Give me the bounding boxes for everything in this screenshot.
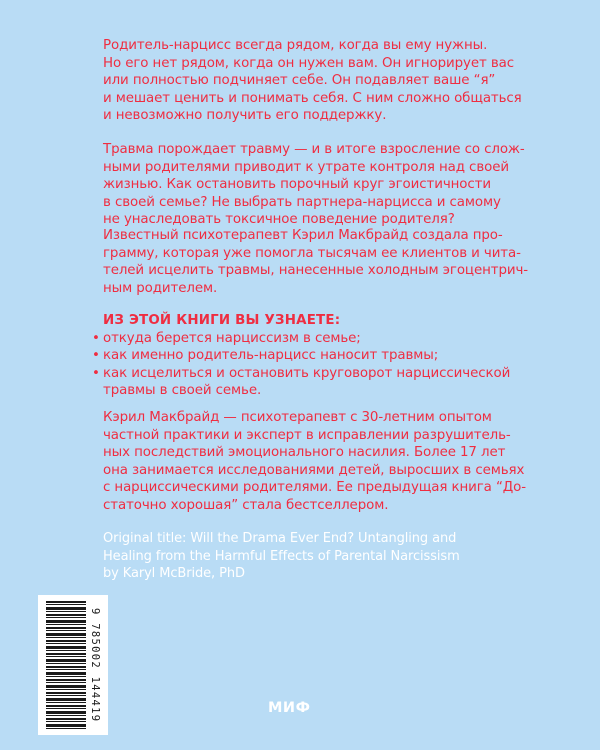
bullet-item <box>92 347 513 365</box>
text-line: Healing from the Harmful Effects of Parental Narcissism <box>103 548 460 564</box>
learn-section <box>92 312 513 400</box>
isbn-number: 9 785002 144419 <box>89 607 101 723</box>
text-line: Но его нет рядом, когда он нужен вам. Он игнорирует вас <box>103 55 514 71</box>
text-line: ным родителем. <box>103 280 218 296</box>
bullet-item <box>92 365 513 383</box>
bullet-item <box>92 330 513 348</box>
text-line: и невозможно получить его поддержку. <box>103 108 387 123</box>
bullet-text: как исцелиться и остановить круговорот нарциссической <box>103 365 511 381</box>
text-line: статочно хорошая” стала бестселлером. <box>103 497 389 513</box>
text-line: грамму, которая уже помогла тысячам ее клиентов и чита- <box>103 245 521 261</box>
text-line: с нарциссическими родителями. Ее предыдущая книга “До- <box>103 480 526 495</box>
text-line: Original title: Will the Drama Ever End? Untangling and <box>103 531 457 546</box>
text-line: жизнью. Как остановить порочный круг эгоистичности <box>103 177 491 192</box>
text-line: by Karyl McBride, PhD <box>103 566 245 581</box>
original-title-block <box>103 530 513 583</box>
isbn-barcode <box>38 595 108 735</box>
bullet-marker: • <box>92 365 100 381</box>
publisher-logo: МИФ <box>268 700 311 716</box>
bullet-continuation: травмы в своей семье. <box>103 383 262 398</box>
paragraph-trauma <box>103 141 525 229</box>
bullet-marker: • <box>92 348 100 363</box>
text-line: ными родителями приводит к утрате контроля над своей <box>103 159 509 175</box>
text-line: Родитель-нарцисс всегда рядом, когда вы ему нужны. <box>103 38 488 53</box>
bullet-text: откуда берется нарциссизм в семье; <box>103 330 361 346</box>
paragraph-author <box>103 409 526 514</box>
paragraph-program <box>103 227 528 297</box>
text-line: телей исцелить травмы, нанесенные холодным эгоцентрич- <box>103 263 528 278</box>
text-line: Кэрил Макбрайд — психотерапевт с 30-летним опытом <box>103 410 492 425</box>
text-line: ных последствий эмоционального насилия. Более 17 лет <box>103 445 506 460</box>
text-line: и мешает ценить и понимать себя. С ним сложно общаться <box>103 90 522 106</box>
text-line: Известный психотерапевт Кэрил Макбрайд создала про- <box>103 228 503 243</box>
text-line: она занимается исследованиями детей, выросших в семьях <box>103 462 525 478</box>
text-line: не унаследовать токсичное поведение родителя? <box>103 212 455 227</box>
text-line: или полностью подчиняет себе. Он подавляет ваше “я” <box>103 73 496 88</box>
paragraph-intro <box>103 37 522 125</box>
bullet-text: как именно родитель-нарцисс наносит травмы; <box>103 348 439 363</box>
barcode-bars <box>46 601 86 729</box>
bullet-marker: • <box>92 330 100 346</box>
text-line: частной практики и эксперт в исправлении разрушитель- <box>103 427 511 443</box>
text-line: в своей семье? Не выбрать партнера-нарцисса и самому <box>103 194 501 210</box>
text-line: Травма порождает травму — и в итоге взросление со слож- <box>103 142 525 157</box>
learn-heading: ИЗ ЭТОЙ КНИГИ ВЫ УЗНАЕТЕ: <box>103 313 341 328</box>
